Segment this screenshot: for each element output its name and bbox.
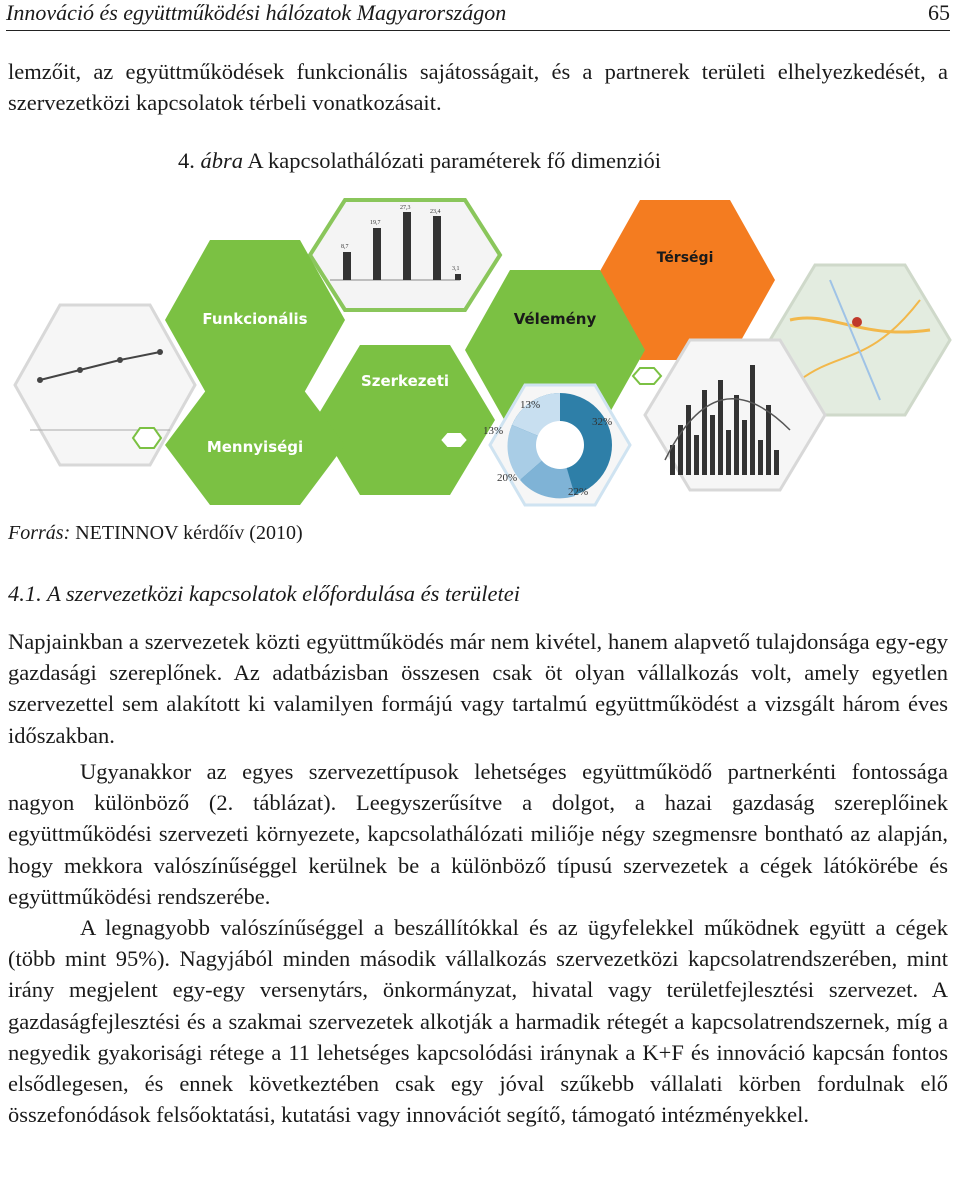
pie-label-5: 22% (568, 486, 589, 498)
bar-label-2: 19,7 (370, 220, 381, 226)
bar-label-4: 23,4 (430, 209, 441, 215)
body-paragraph-1: Napjainkban a szervezetek közti együttműködés már nem kivétel, hanem alapvető tulajdonsága egy-egy gazdasági szereplőnek. Az adatbázisban összesen csak öt olyan vállalkozás volt, amely egyetlen szervezettel sem alakított ki valamilyen formájú vagy tartalmú együttműködést a vizsgált három éves időszakban. (8, 629, 948, 748)
connector-hex (633, 368, 661, 384)
caption-label: ábra (200, 148, 244, 173)
hex-szerkezeti (315, 345, 495, 495)
hex-mennyisegi (165, 385, 345, 505)
connector-hex (440, 432, 468, 448)
connector-hex (133, 428, 161, 448)
label-velemeny: Vélemény (513, 310, 597, 328)
bar-label-1: 8,7 (341, 244, 349, 250)
caption-text: A kapcsolathálózati paraméterek fő dimenziói (243, 148, 661, 173)
intro-paragraph: lemzőit, az együttműködések funkcionális sajátosságait, és a partnerek területi elhelyezkedését, a szervezetközi kapcsolatok térbeli vonatkozásait. (8, 59, 948, 116)
pie-label-3: 13% (483, 425, 504, 437)
bar-label-5: 3,1 (452, 266, 460, 272)
pie-label-1: 13% (520, 399, 541, 411)
hex-bar-chart (310, 200, 500, 310)
caption-number: 4. (178, 148, 201, 173)
map-marker-icon (852, 317, 862, 327)
figure-source (8, 522, 303, 545)
section-title: 4.1. A szervezetközi kapcsolatok előfordulása és területei (8, 581, 520, 606)
bar-label-3: 27,3 (400, 205, 411, 211)
pie-label-2: 32% (592, 416, 613, 428)
running-header (6, 0, 950, 31)
header-title: Innováció és együttműködési hálózatok Magyarországon (6, 0, 507, 25)
figure-caption (178, 148, 661, 174)
source-text: NETINNOV kérdőív (2010) (70, 522, 303, 544)
body-paragraph-2: Ugyanakkor az egyes szervezettípusok lehetséges együttműködő partnerkénti fontossága nagyon különböző (2. táblázat). Leegyszerűsítve a dolgot, a hazai gazdaság szereplőinek együttműködési szervezeti környezete, kapcsolathálózati miliője négy szegmensre bontható az alapján, hogy mekkora valószínűséggel kerülnek be a különböző típusú szervezetek a cégek látókörébe és együttműködési rendszerébe. (8, 759, 948, 909)
hexagon-figure (0, 190, 960, 510)
label-mennyisegi: Mennyiségi (206, 438, 304, 456)
label-tersegi: Térségi (656, 250, 714, 266)
pie-label-4: 20% (497, 472, 518, 484)
label-funkcionalis: Funkcionális (202, 310, 308, 328)
page-number: 65 (928, 0, 950, 25)
source-label: Forrás: (8, 522, 71, 544)
label-szerkezeti: Szerkezeti (360, 372, 450, 390)
body-paragraph-3: A legnagyobb valószínűséggel a beszállítókkal és az ügyfelekkel működnek együtt a cégek (több mint 95%). Nagyjából minden második vállalkozás szervezetközi kapcsolatrendszerében, mint irány megjelent egy-egy versenytárs, önkormányzat, hivatal vagy területfejlesztési szervezet. A gazdaságfejlesztési és a szakmai szervezetek alkotják a harmadik rétegét a kapcsolatrendszernek, míg a negyedik gyakorisági rétege a 11 lehetséges kapcsolódási iránynak a K+F és innováció kapcsán fontos elsődlegesen, és ennek következtében csak egy jóval szűkebb vállalati körben fordulnak elő összefonódások felsőoktatási, kutatási vagy innovációt segítő, támogató intézményekkel. (8, 915, 948, 1128)
